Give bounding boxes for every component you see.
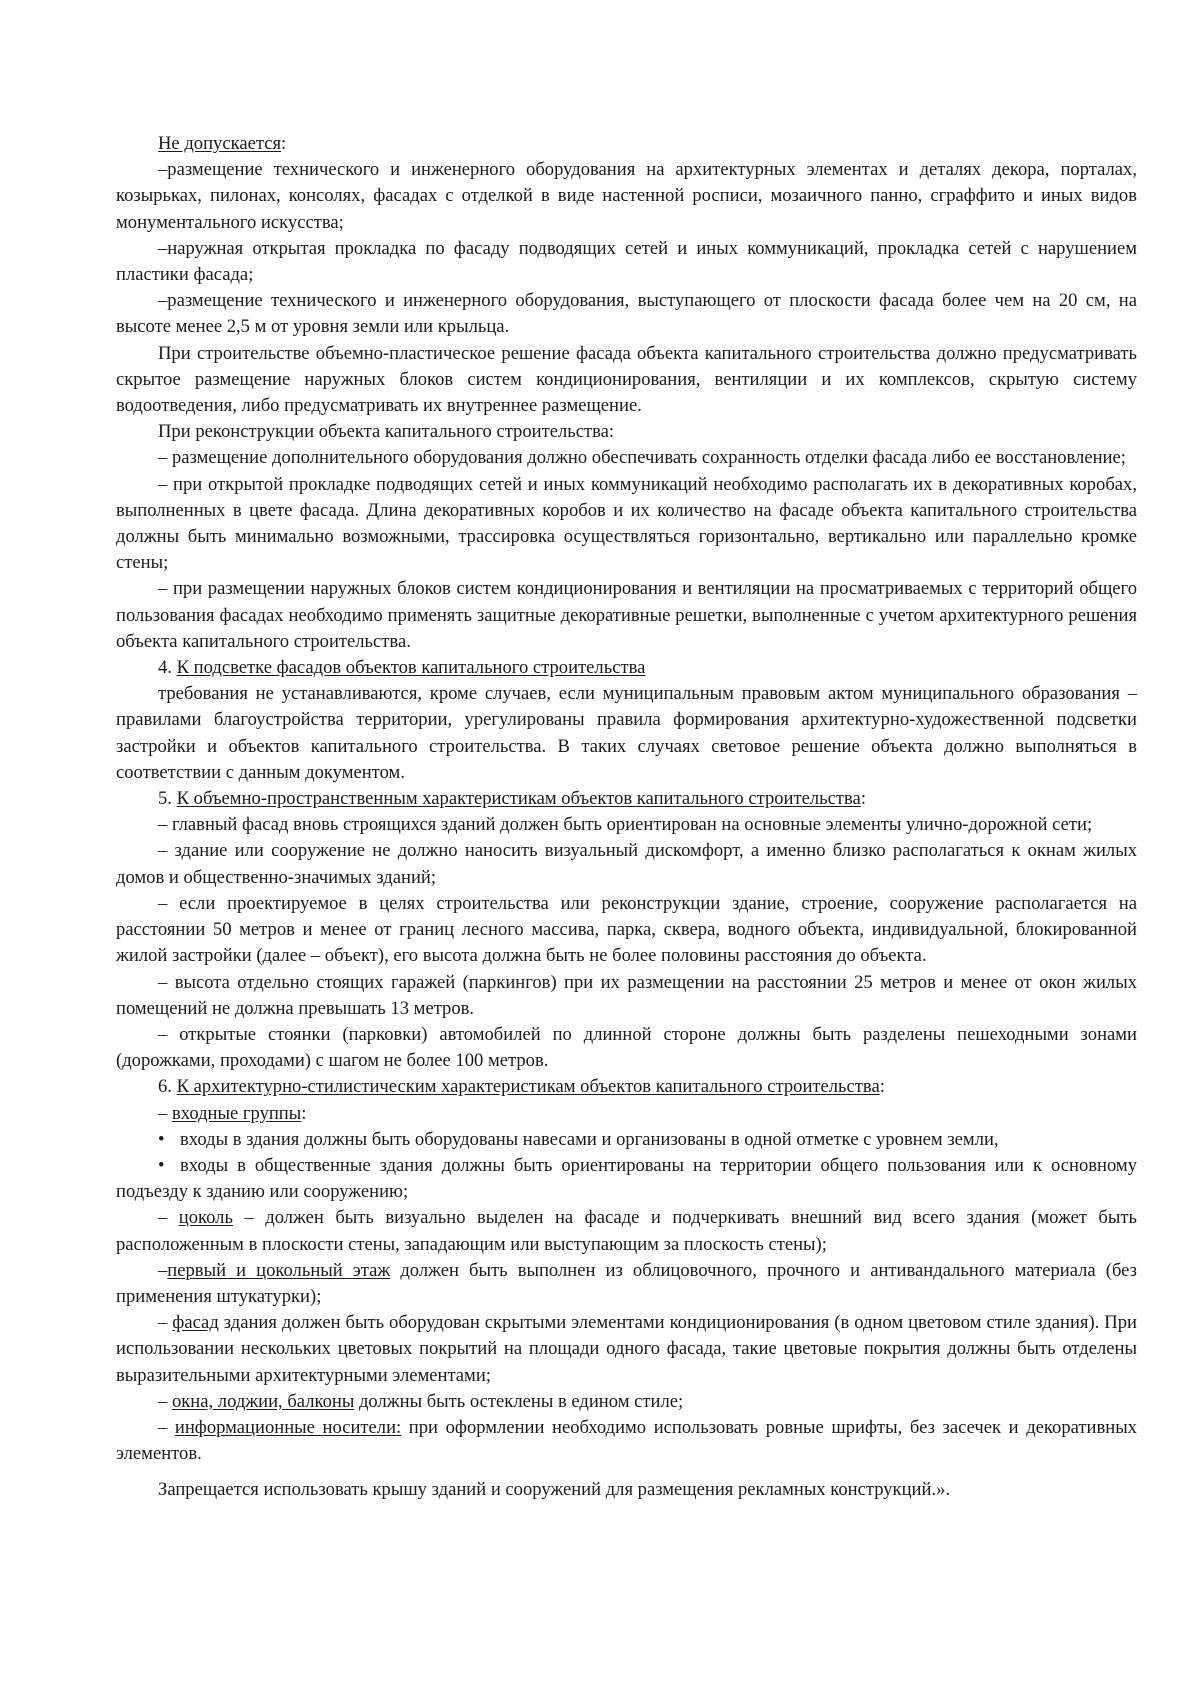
bullet-item: • входы в здания должны быть оборудованы навесами и организованы в одной отметке с уровнем земли,: [116, 1127, 1137, 1153]
bullet-item: • входы в общественные здания должны быть ориентированы на территории общего пользования или к основному подъезду к зданию или сооружению;: [116, 1154, 1137, 1203]
paragraph: – здание или сооружение не должно наносить визуальный дискомфорт, а именно близко располагаться к окнам жилых домов и общественно-значимых зданий;: [116, 840, 1137, 888]
item-facade: – фасад здания должен быть оборудован скрытыми элементами кондиционирования (в одном цветовом стиле здания). При использовании нескольких цветовых покрытий на площади одного фасада, такие цветовые покрытия должны быть отделены выразительными архитектурными элементами;: [116, 1312, 1137, 1386]
paragraph: При реконструкции объекта капитального строительства:: [158, 421, 615, 443]
paragraph: требования не устанавливаются, кроме случаев, если муниципальным правовым актом муниципального образования – правилами благоустройства территории, урегулированы правила формирования архитектурно-художественной подсветки застройки и объектов капитального строительства. В таких случаях световое решение объекта должно выполняться в соответствии с данным документом.: [116, 683, 1137, 783]
paragraph: –наружная открытая прокладка по фасаду подводящих сетей и иных коммуникаций, прокладка сетей с нарушением пластики фасада;: [116, 237, 1137, 286]
closing-paragraph: Запрещается использовать крышу зданий и сооружений для размещения рекламных конструкций.».: [158, 1479, 951, 1501]
item-first-floor: –первый и цокольный этаж должен быть выполнен из облицовочного, прочного и антивандального материала (без применения штукатурки);: [116, 1259, 1137, 1307]
paragraph: При строительстве объемно-пластическое решение фасада объекта капитального строительства должно предусматривать скрытое размещение наружных блоков систем кондиционирования, вентиляции и их комплексов, скрытую систему водоотведения, либо предусматривать их внутреннее размещение.: [116, 342, 1137, 417]
paragraph: – при размещении наружных блоков систем кондиционирования и вентиляции на просматриваемых с территорий общего пользования фасадах необходимо применять защитные декоративные решетки, выполненные с учетом архитектурного решения объекта капитального строительства.: [116, 578, 1137, 652]
bullet-icon: •: [158, 1154, 165, 1176]
item-info-carriers: – информационные носители: при оформлении необходимо использовать ровные шрифты, без засечек и декоративных элементов.: [116, 1416, 1137, 1465]
section-heading-5: 5. К объемно-пространственным характеристикам объектов капитального строительства:: [158, 788, 866, 810]
paragraph: – главный фасад вновь строящихся зданий должен быть ориентирован на основные элементы улично-дорожной сети;: [158, 814, 1093, 836]
paragraph: – размещение дополнительного оборудования должно обеспечивать сохранность отделки фасада либо ее восстановление;: [158, 447, 1126, 469]
paragraph: –размещение технического и инженерного оборудования, выступающего от плоскости фасада более чем на 20 см, на высоте менее 2,5 м от уровня земли или крыльца.: [116, 290, 1137, 338]
paragraph: – при открытой прокладке подводящих сетей и иных коммуникаций необходимо располагать их в декоративных коробах, выполненных в цвете фасада. Длина декоративных коробов и их количество на фасаде объекта капитального строительства должны быть минимально возможными, трассировка осуществляться горизонтально, вертикально или параллельно кромке стены;: [116, 473, 1137, 574]
paragraph-prohibited-heading: Не допускается:: [158, 133, 287, 154]
item-plinth: – цоколь – должен быть визуально выделен на фасаде и подчеркивать внешний вид всего здания (может быть расположенным в плоскости стены, западающим или выступающим за плоскость стены);: [116, 1207, 1137, 1255]
paragraph: – открытые стоянки (парковки) автомобилей по длинной стороне должны быть разделены пешеходными зонами (дорожками, проходами) с шагом не более 100 метров.: [116, 1023, 1137, 1072]
section-heading-6: 6. К архитектурно-стилистическим характеристикам объектов капитального строительства:: [158, 1076, 885, 1098]
item-windows: – окна, лоджии, балконы должны быть остеклены в едином стиле;: [158, 1390, 684, 1412]
paragraph: – если проектируемое в целях строительства или реконструкции здание, строение, сооружение располагается на расстоянии 50 метров и менее от границ лесного массива, парка, сквера, водного объекта, индивидуальной, блокированной жилой застройки (далее – объект), его высота должна быть не более половины расстояния до объекта.: [116, 892, 1137, 967]
paragraph: –размещение технического и инженерного оборудования на архитектурных элементах и деталях декора, порталах, козырьках, пилонах, консолях, фасадах с отделкой в виде настенной росписи, мозаичного панно, сграффито и иных видов монументального искусства;: [116, 159, 1137, 233]
paragraph: – высота отдельно стоящих гаражей (паркингов) при их размещении на расстоянии 25 метров и менее от окон жилых помещений не должна превышать 13 метров.: [116, 971, 1137, 1019]
underlined-heading: Не допускается: [158, 133, 282, 154]
section-heading-4: 4. К подсветке фасадов объектов капитального строительства: [158, 657, 646, 679]
bullet-icon: •: [158, 1128, 165, 1150]
subheading-entrance-groups: – входные группы:: [158, 1102, 307, 1124]
